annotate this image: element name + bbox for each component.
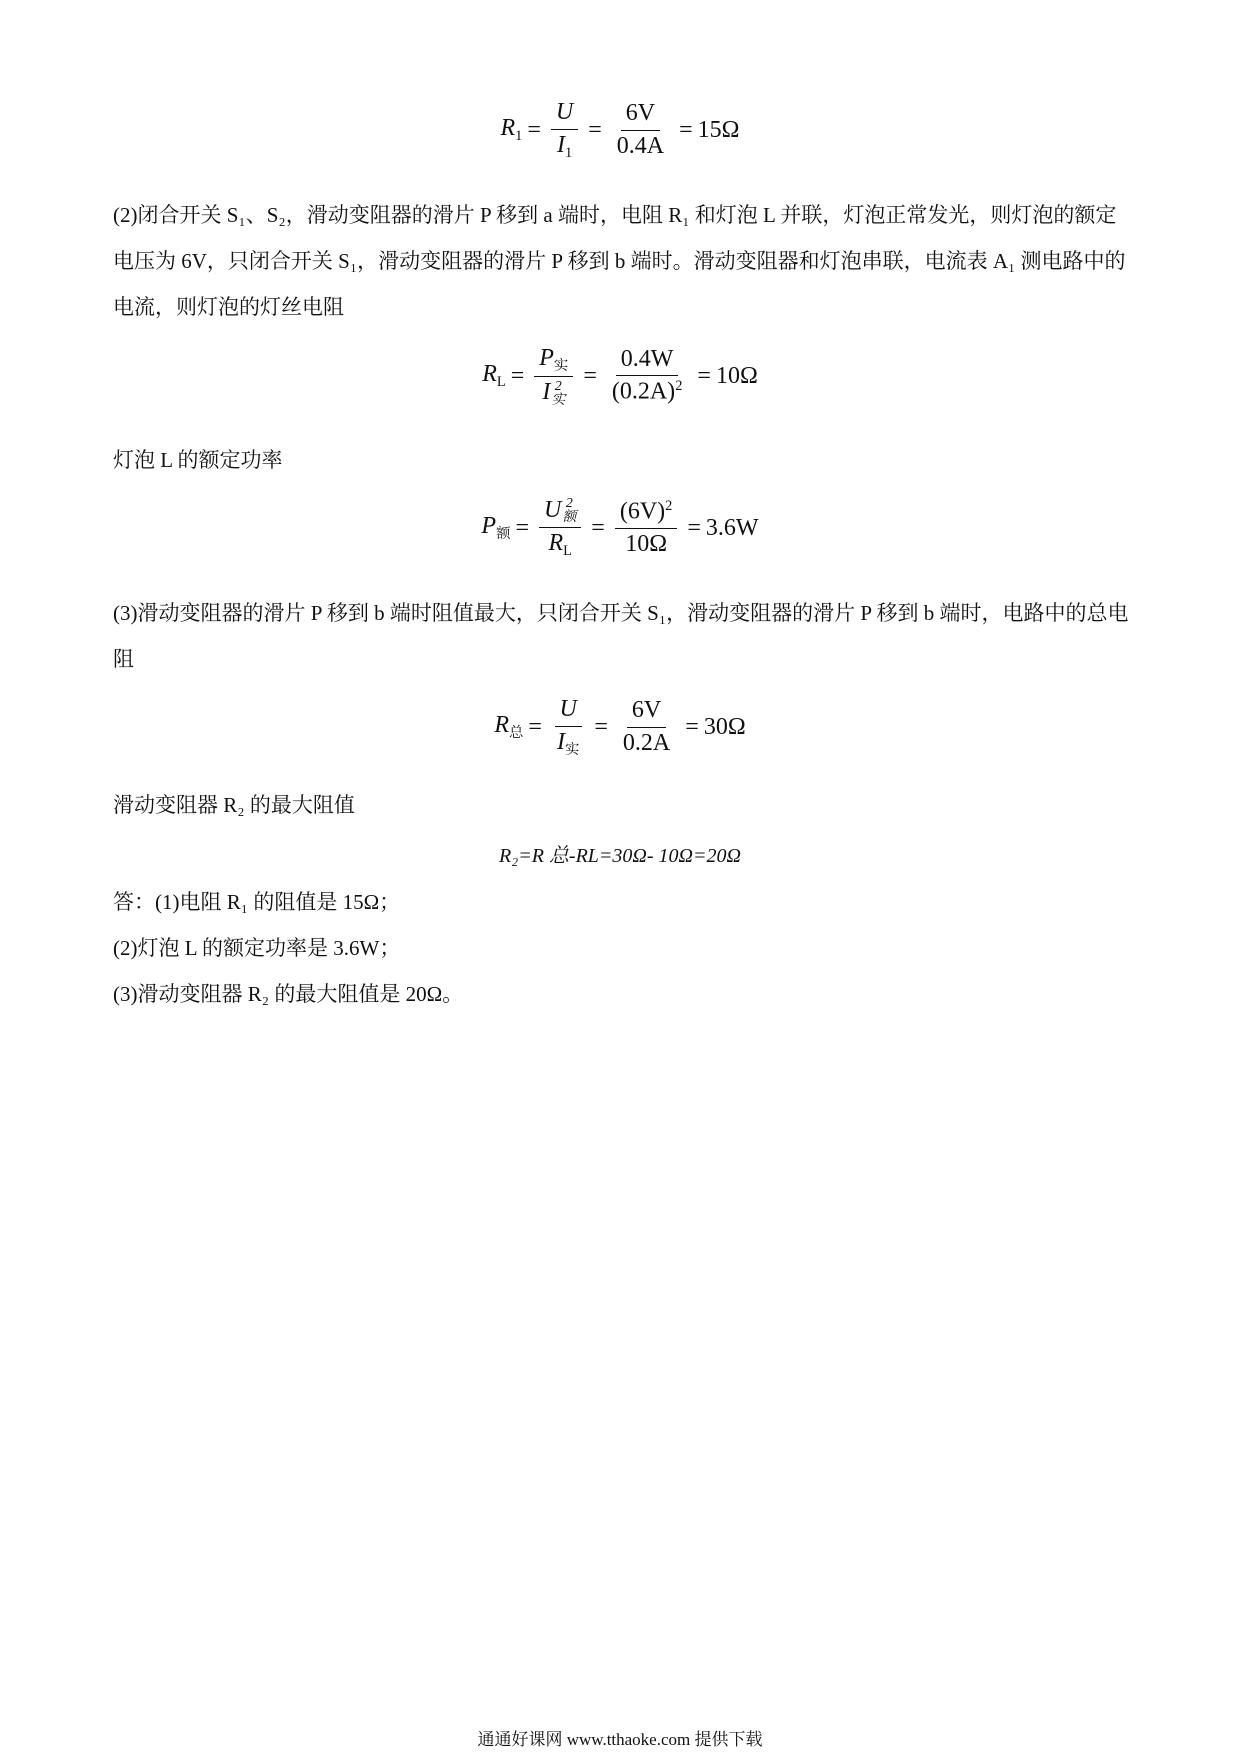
answer-2: (2)灯泡 L 的额定功率是 3.6W； xyxy=(113,936,401,960)
eq1-fraction-numeric: $\frac{6V}{0.4A}$ xyxy=(616,99,665,159)
equation-rated-power: $P_额$ = U 2 额 $R_L$ = $\frac{(6V)^2}{10\Omega}$ = 3.6W xyxy=(481,496,759,559)
eq1-lhs: $R_1$ xyxy=(500,114,523,145)
eq1-fraction-symbolic: $\frac{U}{I_1}$ xyxy=(551,99,578,161)
page-footer: 通通好课网 www.tthaoke.com 提供下载 xyxy=(477,1730,763,1749)
eq3-fraction-numeric: $\frac{(6V)^2}{10\Omega}$ xyxy=(615,498,678,559)
eq1-result: 15Ω xyxy=(697,116,740,143)
eq4-fraction-numeric: $\frac{6V}{0.2A}$ xyxy=(622,696,671,756)
paragraph-part-3: (3)滑动变阻器的滑片 P 移到 b 端时阻值最大，只闭合开关 S₁，滑动变阻器的滑片 P 移到 b 端时，电路中的总电阻 xyxy=(113,601,1129,671)
answer-1: 答：(1)电阻 R₁ 的阻值是 15Ω； xyxy=(113,890,401,914)
text-max-resistance: 滑动变阻器 R₂ 的最大阻值 xyxy=(113,793,355,817)
eq4-fraction-symbolic: $\frac{U}{I_实}$ xyxy=(552,696,584,758)
eq4-result: 30Ω xyxy=(703,713,746,740)
eq3-result: 3.6W xyxy=(705,514,759,541)
equation-total-resistance: $R_总$ = $\frac{U}{I_实}$ = $\frac{6V}{0.2A}$ = 30Ω xyxy=(494,695,746,758)
answer-3: (3)滑动变阻器 R₂ 的最大阻值是 20Ω。 xyxy=(113,982,464,1006)
paragraph-part-2: (2)闭合开关 S₁、S₂，滑动变阻器的滑片 P 移到 a 端时，电阻 R₁ 和灯泡 L 并联，灯泡正常发光，则灯泡的额定电压为 6V，只闭合开关 S₁，滑动变阻器的滑片 P 移到 b 端时。滑动变阻器和灯泡串联，电流表 A₁ 测电路中的电流，则灯泡的灯丝电阻 xyxy=(113,203,1126,319)
equation-r1: $R_1$ = $\frac{U}{I_1}$ = $\frac{6V}{0.4A}$ = 15Ω xyxy=(500,98,740,161)
eq3-fraction-symbolic: U 2 额 $R_L$ xyxy=(539,497,581,560)
eq2-fraction-symbolic: $P_实$ I 2 实 xyxy=(534,345,573,408)
equation-r2: R₂=R 总-RL=30Ω- 10Ω=20Ω xyxy=(499,844,741,867)
eq2-result: 10Ω xyxy=(715,362,758,389)
text-rated-power: 灯泡 L 的额定功率 xyxy=(113,448,283,472)
eq2-fraction-numeric: $\frac{0.4W}{(0.2A)^2}$ xyxy=(611,345,683,405)
equation-rl: $R_L$ = $P_实$ I 2 实 = $\frac{0.4W}{(0.2A)^2}$ = 10Ω xyxy=(482,344,758,408)
